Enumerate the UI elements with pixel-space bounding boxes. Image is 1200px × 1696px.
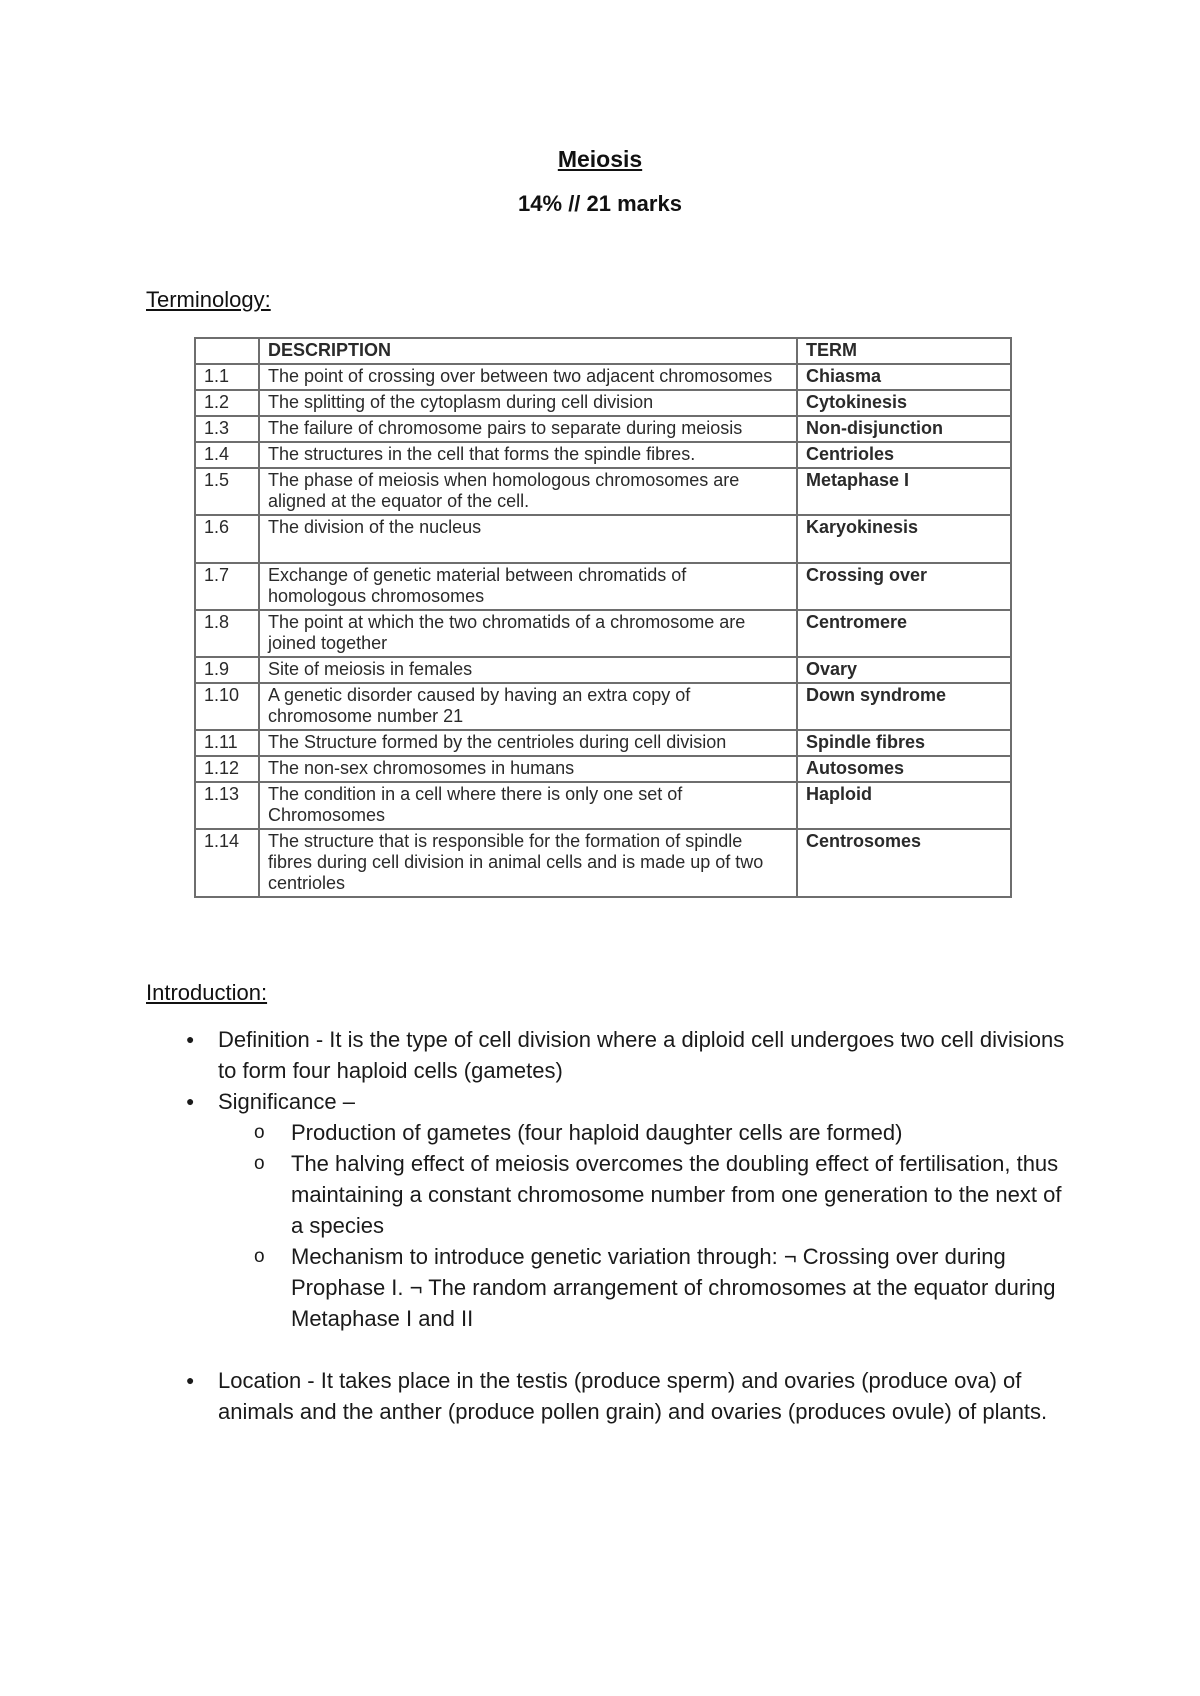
table-row xyxy=(195,782,1011,829)
row-description: A genetic disorder caused by having an extra copy of chromosome number 21 xyxy=(259,683,797,730)
row-term: Ovary xyxy=(797,657,1011,683)
row-number: 1.6 xyxy=(195,515,259,563)
row-term: Centromere xyxy=(797,610,1011,657)
row-description: The non-sex chromosomes in humans xyxy=(259,756,797,782)
row-description: The Structure formed by the centrioles during cell division xyxy=(259,730,797,756)
table-row xyxy=(195,756,1011,782)
row-term: Spindle fibres xyxy=(797,730,1011,756)
row-description: The structures in the cell that forms the spindle fibres. xyxy=(259,442,797,468)
significance-point: o Mechanism to introduce genetic variation through: ¬ Crossing over during Prophase I. ¬ The random arrangement of chromosomes at the equator during Metaphase I and II xyxy=(218,1241,1070,1334)
row-number: 1.2 xyxy=(195,390,259,416)
table-row xyxy=(195,442,1011,468)
row-description: The failure of chromosome pairs to separate during meiosis xyxy=(259,416,797,442)
row-term: Crossing over xyxy=(797,563,1011,610)
row-term: Down syndrome xyxy=(797,683,1011,730)
significance-item xyxy=(150,1086,1070,1334)
row-number: 1.13 xyxy=(195,782,259,829)
row-description: The condition in a cell where there is only one set of Chromosomes xyxy=(259,782,797,829)
row-description: The point at which the two chromatids of a chromosome are joined together xyxy=(259,610,797,657)
row-description: The phase of meiosis when homologous chromosomes are aligned at the equator of the cell. xyxy=(259,468,797,515)
row-description: Exchange of genetic material between chromatids of homologous chromosomes xyxy=(259,563,797,610)
table-row xyxy=(195,683,1011,730)
row-number: 1.7 xyxy=(195,563,259,610)
row-term: Non-disjunction xyxy=(797,416,1011,442)
introduction-section xyxy=(150,1024,1070,1427)
location-item: ● Location - It takes place in the testis (produce sperm) and ovaries (produce ova) of animals and the anther (produce pollen grain) and ovaries (produces ovule) of plants. xyxy=(150,1365,1070,1427)
row-description: Site of meiosis in females xyxy=(259,657,797,683)
row-number: 1.5 xyxy=(195,468,259,515)
row-number: 1.9 xyxy=(195,657,259,683)
terminology-heading: Terminology: xyxy=(146,287,271,312)
table-row xyxy=(195,416,1011,442)
table-row xyxy=(195,657,1011,683)
table-row xyxy=(195,515,1011,563)
row-description: The structure that is responsible for the formation of spindle fibres during cell division in animal cells and is made up of two centrioles xyxy=(259,829,797,897)
significance-list xyxy=(218,1117,1070,1334)
significance-point: o Production of gametes (four haploid daughter cells are formed) xyxy=(218,1117,1070,1148)
row-number: 1.8 xyxy=(195,610,259,657)
table-header-description: DESCRIPTION xyxy=(259,338,797,364)
row-number: 1.1 xyxy=(195,364,259,390)
table-row xyxy=(195,364,1011,390)
row-number: 1.12 xyxy=(195,756,259,782)
row-term: Cytokinesis xyxy=(797,390,1011,416)
table-row xyxy=(195,390,1011,416)
introduction-list xyxy=(150,1024,1070,1334)
row-number: 1.14 xyxy=(195,829,259,897)
significance-label: Significance – xyxy=(218,1089,355,1114)
page-title: Meiosis xyxy=(557,146,643,172)
table-header-term: TERM xyxy=(797,338,1011,364)
row-description: The splitting of the cytoplasm during cell division xyxy=(259,390,797,416)
table-header-row xyxy=(195,338,1011,364)
spacer xyxy=(150,1334,1070,1365)
row-term: Karyokinesis xyxy=(797,515,1011,563)
table-row xyxy=(195,610,1011,657)
definition-item: ● Definition - It is the type of cell division where a diploid cell undergoes two cell divisions to form four haploid cells (gametes) xyxy=(150,1024,1070,1086)
row-term: Centrosomes xyxy=(797,829,1011,897)
table-row xyxy=(195,563,1011,610)
significance-point: o The halving effect of meiosis overcomes the doubling effect of fertilisation, thus maintaining a constant chromosome number from one generation to the next of a species xyxy=(218,1148,1070,1241)
row-number: 1.3 xyxy=(195,416,259,442)
row-term: Haploid xyxy=(797,782,1011,829)
table-row xyxy=(195,730,1011,756)
row-description: The point of crossing over between two adjacent chromosomes xyxy=(259,364,797,390)
row-term: Chiasma xyxy=(797,364,1011,390)
row-number: 1.10 xyxy=(195,683,259,730)
row-term: Centrioles xyxy=(797,442,1011,468)
table-row xyxy=(195,468,1011,515)
row-term: Metaphase I xyxy=(797,468,1011,515)
table-header-number xyxy=(195,338,259,364)
row-term: Autosomes xyxy=(797,756,1011,782)
introduction-list-location xyxy=(150,1365,1070,1427)
terminology-table xyxy=(194,337,1012,898)
page-subtitle: 14% // 21 marks xyxy=(518,191,682,216)
table-row xyxy=(195,829,1011,897)
row-description: The division of the nucleus xyxy=(259,515,797,563)
row-number: 1.4 xyxy=(195,442,259,468)
row-number: 1.11 xyxy=(195,730,259,756)
introduction-heading: Introduction: xyxy=(146,980,268,1005)
